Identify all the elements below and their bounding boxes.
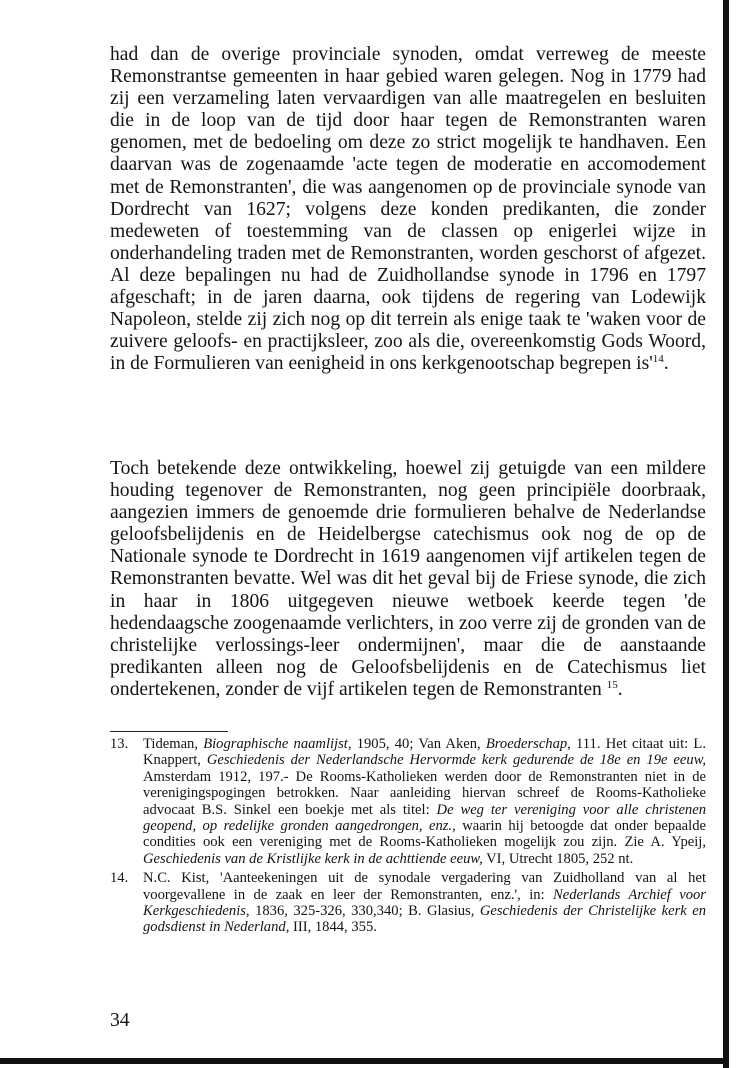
body-paragraph-2	[110, 458, 706, 701]
right-border-rule	[723, 0, 729, 1068]
paragraph-1-text: had dan de overige provinciale synoden, omdat verreweg de meeste Remonstrantse gemeenten in haar gebied waren gelegen. Nog in 1779 had zij een verzameling laten vervaardigen van alle maatregelen en besluiten die in de loop van de tijd door haar tegen de Remonstranten waren genomen, met de bedoeling om deze zo strict mogelijk te handhaven. Een daarvan was de zogenaamde 'acte tegen de moderatie en accomodement met de Remonstranten', die was aangenomen op de provinciale synode van Dordrecht van 1627; volgens deze konden predikanten, die zonder medeweten of toestemming van de classen op enigerlei wijze in onderhandeling traden met de Remonstranten, worden geschorst of afgezet. Al deze bepalingen nu had de Zuidhollandse synode in 1796 en 1797 afgeschaft; in de jaren daarna, ook tijdens de regering van Lodewijk Napoleon, stelde zij zich nog op dit terrein als enige taak te 'waken voor de zuivere geloofs- en practijksleer, zoo als die, overeenkomstig Gods Woord, in de Formulieren van eenigheid in ons kerkgenootschap begrepen is'	[110, 44, 706, 375]
footnote-14	[110, 870, 706, 936]
footnote-13-title-4: De weg ter vereniging voor alle christenen geopend, op redelijke gronden aangedrongen, enz.,	[143, 801, 707, 835]
footnote-14-title-2: Geschiedenis der Christelijke kerk en godsdienst in Nederland,	[143, 903, 706, 936]
paragraph-2-text: Toch betekende deze ontwikkeling, hoewel zij getuigde van een mildere houding tegenover de Remonstranten, nog geen principiële doorbraak, aangezien immers de genoemde drie formulieren behalve de Nederlandse geloofsbelijdenis en de Heidelbergse catechismus ook nog de op de Nationale synode te Dordrecht in 1619 aangenomen vijf artikelen tegen de Remonstranten bevatte. Wel was dit het geval bij de Friese synode, die zich in haar in 1806 uitgegeven nieuwe wetboek keerde tegen 'de hedendaagsche zoogenaamde verlichters, in zoo verre zij de gronden van de christelijke verlossings-leer ondermijnen', maar die de aanstaande predikanten alleen nog de Geloofsbelijdenis en de Catechismus liet ondertekenen, zonder de vijf artikelen tegen de Remonstranten	[110, 458, 706, 700]
footnote-13-text-1: Tideman,	[143, 736, 204, 752]
footnote-13-title-1: Biographische naamlijst,	[203, 736, 352, 752]
footnote-14-text-2: 1836, 325-326, 330,340; B. Glasius,	[249, 903, 480, 920]
footnotes	[110, 736, 706, 938]
footnote-separator	[110, 731, 228, 732]
footnote-13-text-6: VI, Utrecht 1805, 252 nt.	[482, 850, 634, 867]
paragraph-1-end: .	[663, 353, 669, 375]
page-number: 34	[110, 1010, 130, 1031]
bottom-border-rule	[0, 1058, 729, 1064]
footnote-13-text-3: 111. Het citaat uit: L. Knappert,	[143, 736, 706, 769]
footnote-14-text-3: III, 1844, 355.	[289, 919, 377, 936]
footnote-13-title-2: Broederschap,	[485, 736, 571, 752]
footnote-13-number: 13.	[110, 736, 129, 752]
footnote-13-text-4: Amsterdam 1912, 197.- De Rooms-Katholieken werden door de Remonstranten niet in de verenigingspogingen betrokken. Naar aanleiding hiervan schreef de Rooms-Katholieke advocaat B.S. Sinkel een boekje met als titel:	[143, 768, 706, 818]
footnote-14-text-1: N.C. Kist, 'Aanteekeningen uit de synodale vergadering van Zuidholland van al het voorgevallene in de zaak en leer der Remonstranten, enz.', in:	[143, 870, 706, 903]
footnote-13-text-2: 1905, 40; Van Aken,	[351, 736, 486, 752]
footnote-13-title-5: Geschiedenis van de Kristlijke kerk in de achttiende eeuw,	[143, 850, 483, 867]
footnote-14-title-1: Nederlands Archief voor Kerkgeschiedenis,	[143, 886, 706, 920]
footnote-reference-14: 14	[652, 353, 664, 366]
footnote-13-text-5: waarin hij betoogde dat onder bepaalde condities ook een vereniging met de Rooms-Katholieken mogelijk zou zijn. Zie A. Ypeij,	[143, 818, 706, 851]
paragraph-2-end: .	[617, 678, 623, 700]
footnote-reference-15: 15	[606, 678, 618, 691]
footnote-13-title-3: Geschiedenis der Nederlandsche Hervormde kerk gedurende de 18e en 19e eeuw,	[206, 752, 706, 769]
footnote-14-number: 14.	[110, 870, 129, 887]
body-paragraph-1	[110, 44, 706, 375]
footnote-13	[110, 736, 706, 867]
